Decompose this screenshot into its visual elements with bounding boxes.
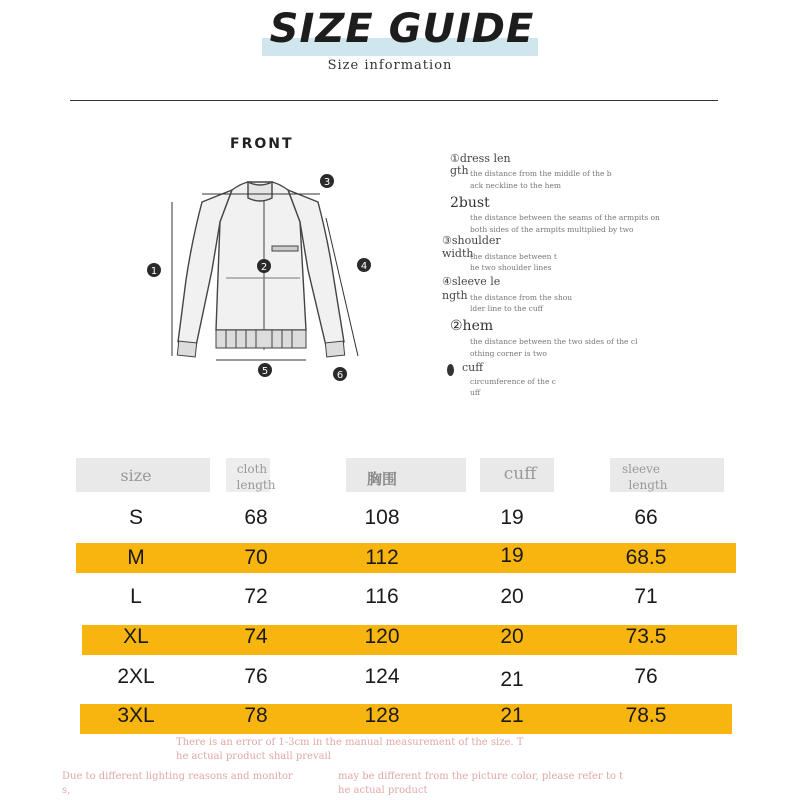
cell-bust: 128: [364, 704, 400, 727]
note-shoulder-heading-cont: width: [442, 247, 474, 260]
note-dress-length-desc-cont: ack neckline to the hem: [470, 181, 562, 190]
marker-6-icon: [333, 367, 347, 381]
header-sleeve-length: sleeve: [621, 462, 661, 476]
cell-cuff: 20: [500, 585, 524, 608]
svg-text:1: 1: [150, 266, 158, 277]
jacket-collar: [248, 182, 272, 201]
page-title: SIZE GUIDE: [269, 6, 535, 52]
cell-cuff: 21: [500, 668, 524, 691]
marker-5-icon: [258, 363, 272, 377]
svg-text:2: 2: [260, 262, 268, 273]
jacket-diagram: [140, 160, 380, 390]
note-bust-desc: the distance between the seams of the armpits on: [470, 213, 660, 222]
cell-cuff: 19: [500, 544, 524, 567]
marker-4-icon: [357, 258, 371, 272]
note-hem-desc-cont: othing corner is two: [470, 349, 547, 358]
header-cuff: cuff: [503, 464, 537, 484]
note-shoulder-desc: the distance between t: [470, 252, 557, 261]
cell-bust: 124: [364, 665, 400, 688]
note-bust-desc-cont: both sides of the armpits multiplied by two: [470, 225, 634, 234]
cell-sleeve: 78.5: [625, 704, 667, 727]
note-shoulder-heading: ③shoulder: [442, 234, 501, 247]
title-block: [262, 6, 542, 56]
cell-size: XL: [123, 625, 149, 648]
note-dress-length-heading-cont: gth: [450, 164, 469, 177]
cell-cuff: 21: [500, 704, 524, 727]
lighting-note-right-cont: he actual product: [338, 785, 428, 796]
cell-bust: 116: [365, 585, 399, 608]
svg-text:6: 6: [336, 370, 344, 381]
page-subtitle: Size information: [327, 58, 453, 73]
lighting-note-right: may be different from the picture color, please refer to t: [338, 771, 624, 782]
cell-length: 70: [244, 546, 268, 569]
lighting-note: Due to different lighting reasons and monitor: [62, 771, 293, 782]
marker-3-icon: [320, 174, 334, 188]
marker-1-icon: [147, 263, 161, 277]
header-divider: [70, 100, 718, 101]
cell-sleeve: 71: [634, 585, 658, 608]
header-size: size: [120, 466, 152, 485]
cell-sleeve: 73.5: [625, 625, 667, 648]
cell-size: L: [130, 585, 142, 608]
cell-bust: 108: [364, 506, 400, 529]
cell-length: 78: [244, 704, 268, 727]
cell-size: 2XL: [117, 665, 155, 688]
note-cuff-desc-cont: uff: [470, 388, 481, 397]
note-hem-heading: ②hem: [450, 318, 494, 334]
lighting-note-cont: s,: [62, 785, 71, 796]
cell-length: 74: [244, 625, 268, 648]
note-dress-length-heading: ①dress len: [450, 152, 511, 165]
error-note: There is an error of 1-3cm in the manual measurement of the size. T: [176, 737, 524, 748]
note-sleeve-desc-cont: lder line to the cuff: [470, 304, 543, 313]
note-bust-heading: 2bust: [450, 195, 490, 211]
cuff-marker-icon: [447, 364, 454, 376]
cell-bust: 120: [364, 625, 400, 648]
note-hem-desc: the distance between the two sides of the cl: [470, 337, 638, 346]
cell-length: 76: [244, 665, 268, 688]
cell-size: 3XL: [117, 704, 155, 727]
marker-2-icon: [257, 259, 271, 273]
measurement-notes: [442, 150, 732, 410]
header-bust: 胸围: [366, 470, 397, 488]
note-cuff-heading: cuff: [462, 361, 484, 374]
header-cloth-length-cont: length: [236, 478, 276, 492]
svg-text:5: 5: [261, 366, 269, 377]
cell-length: 72: [244, 585, 268, 608]
svg-text:3: 3: [323, 177, 331, 188]
cell-length: 68: [244, 506, 268, 529]
note-dress-length-desc: the distance from the middle of the b: [470, 169, 612, 178]
cell-cuff: 20: [500, 625, 524, 648]
cell-cuff: 19: [500, 506, 524, 529]
error-note-cont: he actual product shall prevail: [176, 751, 331, 762]
cell-sleeve: 66: [634, 506, 658, 529]
diagram-label: FRONT: [230, 136, 294, 152]
cell-bust: 112: [365, 546, 399, 569]
header-sleeve-length-cont: length: [628, 478, 668, 492]
cell-size: M: [127, 546, 145, 569]
note-sleeve-heading: ④sleeve le: [442, 275, 501, 288]
jacket-body: [216, 182, 306, 330]
note-cuff-desc: circumference of the c: [470, 377, 556, 386]
note-shoulder-desc-cont: he two shoulder lines: [470, 263, 552, 272]
note-sleeve-desc: the distance from the shou: [470, 293, 573, 302]
cell-sleeve: 68.5: [625, 546, 667, 569]
svg-text:4: 4: [360, 261, 368, 272]
header-cloth-length: cloth: [236, 462, 268, 476]
cell-size: S: [128, 506, 143, 529]
note-sleeve-heading-cont: ngth: [442, 289, 468, 302]
cell-sleeve: 76: [634, 665, 658, 688]
